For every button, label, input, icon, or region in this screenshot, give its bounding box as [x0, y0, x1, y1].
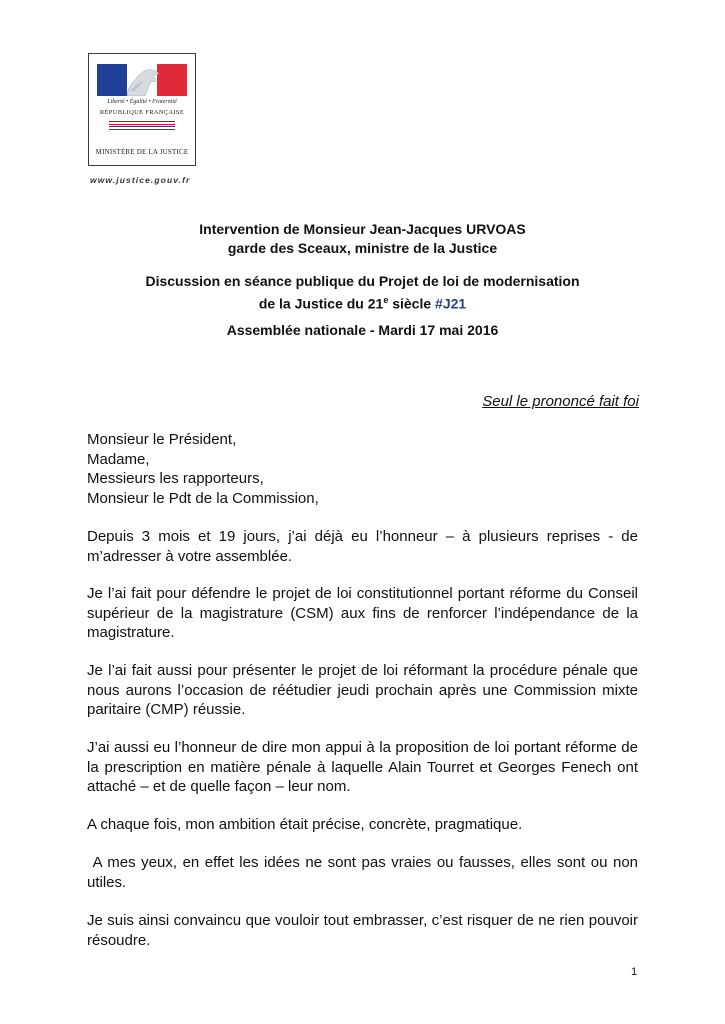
logo-republic-text: RÉPUBLIQUE FRANÇAISE [99, 109, 185, 116]
body-paragraph: Je suis ainsi convaincu que vouloir tout embrasser, c’est risquer de ne rien pouvoir résoudre. [87, 912, 638, 949]
topic-line-2-suffix: siècle [388, 295, 436, 312]
body-paragraph: A chaque fois, mon ambition était précise, concrète, pragmatique. [87, 816, 523, 833]
salutation-line: Monsieur le Pdt de la Commission, [87, 489, 319, 507]
speaker-title-line: garde des Sceaux, ministre de la Justice [227, 240, 498, 256]
logo-divider-stripes [109, 121, 175, 130]
venue-date-line: Assemblée nationale - Mardi 17 mai 2016 [226, 322, 499, 338]
marianne-flag-icon [97, 64, 187, 96]
century-superscript: e [383, 295, 389, 305]
salutation-line: Messieurs les rapporteurs, [87, 470, 264, 487]
disclaimer: Seul le prononcé fait foi [482, 393, 639, 410]
body-paragraph: Je l’ai fait pour défendre le projet de loi constitutionnel portant réforme du Conseil supérieur de la magistrature (CSM) aux fins de renforcer l’indépendance de la magistrature. [87, 585, 638, 641]
website-url: www.justice.gouv.fr [90, 175, 191, 185]
ministry-logo [88, 53, 196, 166]
salutation-line: Madame, [87, 450, 150, 468]
salutation-line: Monsieur le Président, [87, 431, 237, 448]
logo-ministry-text: MINISTÈRE DE LA JUSTICE [95, 148, 189, 156]
body-paragraph: Je l’ai fait aussi pour présenter le projet de loi réformant la procédure pénale que nous aurons l’occasion de réétudier jeudi prochain après une Commission mixte paritaire (CMP) réussie. [87, 662, 638, 718]
topic-line-2 [0, 291, 725, 314]
page-number: 1 [631, 966, 638, 978]
salutations-block [87, 430, 319, 508]
body-paragraph: Depuis 3 mois et 19 jours, j’ai déjà eu l’honneur – à plusieurs reprises - de m’adresser à votre assemblée. [87, 528, 638, 565]
body-paragraph: J’ai aussi eu l’honneur de dire mon appui à la proposition de loi portant réforme de la prescription en matière pénale à laquelle Alain Tourret et Georges Fenech ont attaché – et de quelle façon – leur nom. [87, 739, 638, 795]
topic-line-2-prefix: de la Justice du 21 [258, 295, 384, 312]
body-paragraph: A mes yeux, en effet les idées ne sont pas vraies ou fausses, elles sont ou non utiles. [87, 854, 643, 891]
topic-line: Discussion en séance publique du Projet de loi de modernisation [145, 273, 580, 289]
speaker-line: Intervention de Monsieur Jean-Jacques URVOAS [199, 221, 526, 237]
hashtag[interactable]: #J21 [435, 295, 467, 312]
logo-motto: Liberté • Égalité • Fraternité [107, 99, 177, 105]
